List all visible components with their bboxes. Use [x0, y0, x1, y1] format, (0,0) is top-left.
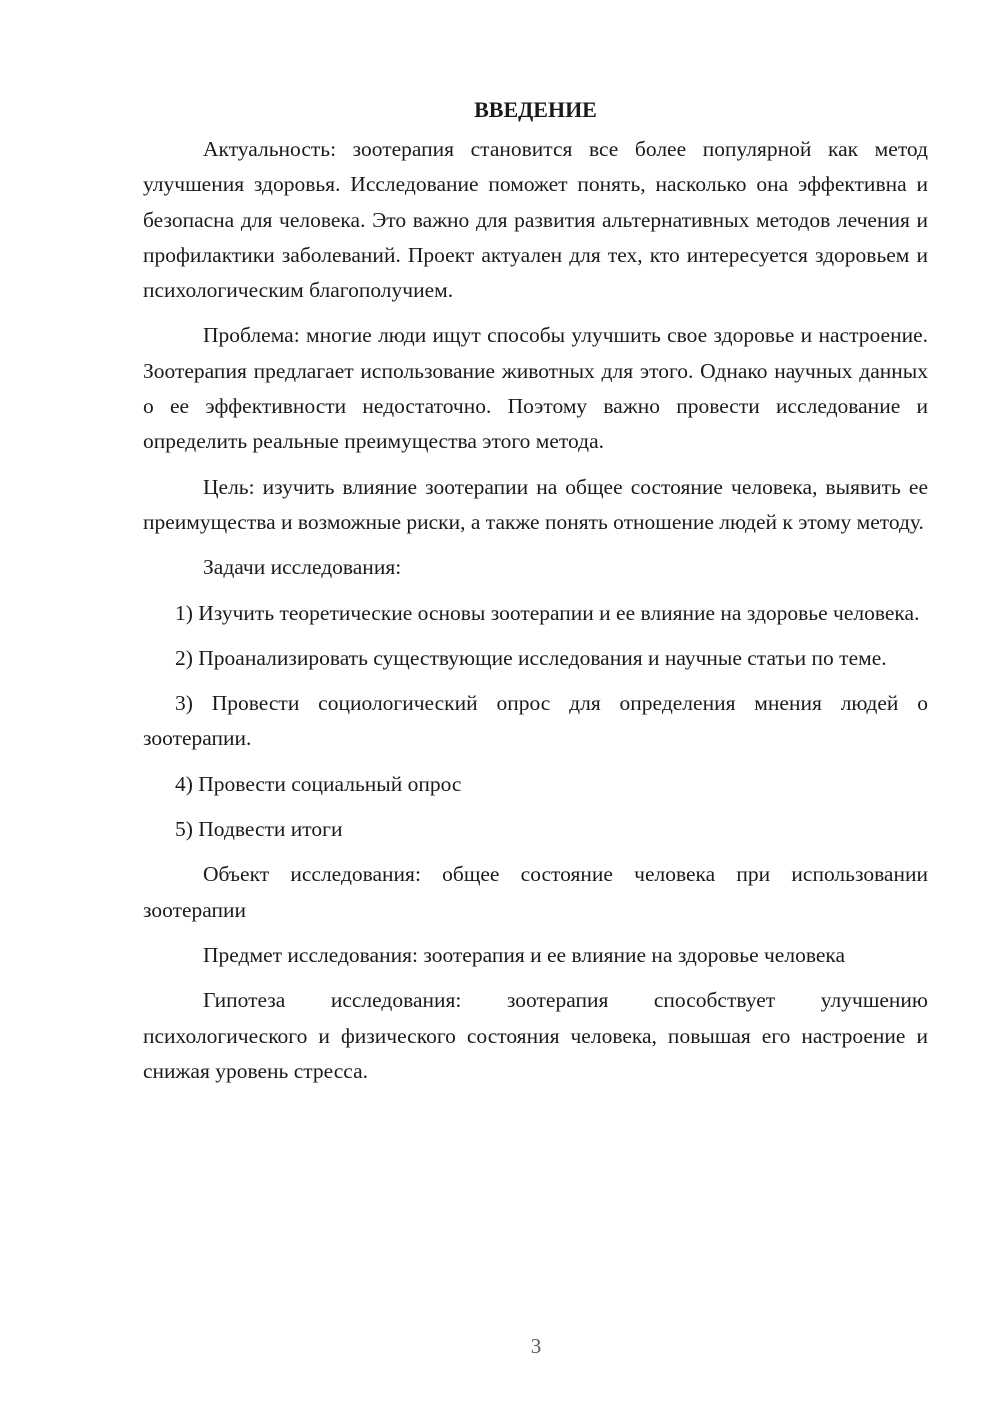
task-item: 3) Провести социологический опрос для определения мнения людей о зоотерапии.: [143, 691, 928, 751]
relevance-paragraph: Актуальность: зоотерапия становится все более популярной как метод улучшения здоровья. Исследование поможет понять, насколько она эффективна и безопасна для человека. Это важно для развития альтернативных методов лечения и профилактики заболеваний. Проект актуален для тех, кто интересуется здоровьем и психологическим благополучием.: [143, 137, 928, 303]
hypothesis-paragraph: Гипотеза исследования: зоотерапия способствует улучшению психологического и физического состояния человека, повышая его настроение и снижая уровень стресса.: [143, 988, 928, 1083]
object-paragraph: Объект исследования: общее состояние человека при использовании зоотерапии: [143, 862, 928, 922]
task-item: 1) Изучить теоретические основы зоотерапии и ее влияние на здоровье человека.: [175, 600, 920, 625]
task-item: 5) Подвести итоги: [175, 817, 343, 842]
section-heading: ВВЕДЕНИЕ: [474, 97, 597, 122]
problem-paragraph: Проблема: многие люди ищут способы улучшить свое здоровье и настроение. Зоотерапия предлагает использование животных для этого. Однако научных данных о ее эффективности недостаточно. Поэтому важно провести исследование и определить реальные преимущества этого метода.: [143, 323, 928, 454]
task-item: 4) Провести социальный опрос: [175, 771, 462, 796]
page-number: 3: [530, 1334, 542, 1358]
subject-paragraph: Предмет исследования: зоотерапия и ее влияние на здоровье человека: [203, 942, 846, 967]
tasks-title: Задачи исследования:: [203, 555, 402, 580]
task-item: 2) Проанализировать существующие исследования и научные статьи по теме.: [175, 645, 887, 670]
document-page: [143, 92, 928, 1099]
goal-paragraph: Цель: изучить влияние зоотерапии на общее состояние человека, выявить ее преимущества и возможные риски, а также понять отношение людей к этому методу.: [143, 474, 928, 534]
